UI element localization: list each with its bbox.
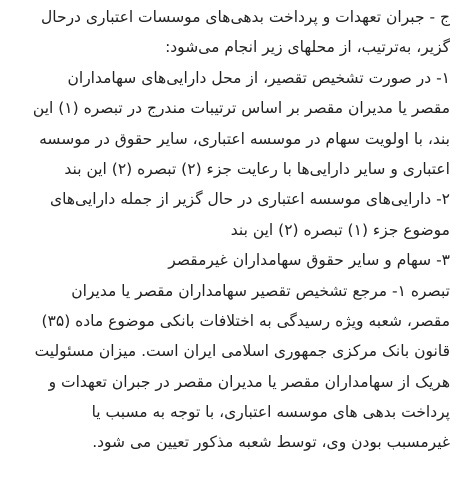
text-line: هریک از سهامداران مقصر یا مدیران مقصر در جبران تعهدات و: [48, 372, 450, 391]
text-line: موضوع جزء (۱) تبصره (۲) این بند: [230, 220, 450, 239]
text-line: ۱- در صورت تشخیص تقصیر، از محل دارایی‌های سهامداران: [67, 68, 450, 87]
text-line: پرداخت بدهی های موسسه اعتباری، با توجه به مسبب یا: [91, 403, 450, 422]
text-line: ج - جبران تعهدات و پرداخت بدهی‌های موسسات اعتباری درحال: [41, 8, 450, 26]
text-line: ۳- سهام و سایر حقوق سهامداران غیرمقصر: [168, 251, 450, 270]
text-line: گزیر، به‌ترتیب، از محلهای زیر انجام می‌شود:: [165, 38, 450, 57]
text-line: بند، با اولویت سهام در موسسه اعتباری، سایر حقوق در موسسه: [39, 129, 450, 148]
text-line: غیرمسبب بودن وی، توسط شعبه مذکور تعیین می شود.: [92, 433, 450, 452]
text-line: مقصر یا مدیران مقصر بر اساس ترتیبات مندرج در تبصره (۱) این: [32, 99, 450, 118]
text-line: ۲- دارایی‌های موسسه اعتباری در حال گزیر از جمله دارایی‌های: [50, 190, 450, 209]
text-line: مقصر، شعبه ویژه رسیدگی به اختلافات بانکی موضوع ماده (۳۵): [41, 311, 450, 330]
text-line: تبصره ۱- مرجع تشخیص تقصیر سهامداران مقصر یا مدیران: [71, 281, 450, 300]
text-line: اعتباری و سایر دارایی‌ها با رعایت جزء (۲) تبصره (۲) این بند: [64, 159, 450, 178]
text-line: قانون بانک مرکزی جمهوری اسلامی ایران است. میزان مسئولیت: [34, 342, 450, 361]
